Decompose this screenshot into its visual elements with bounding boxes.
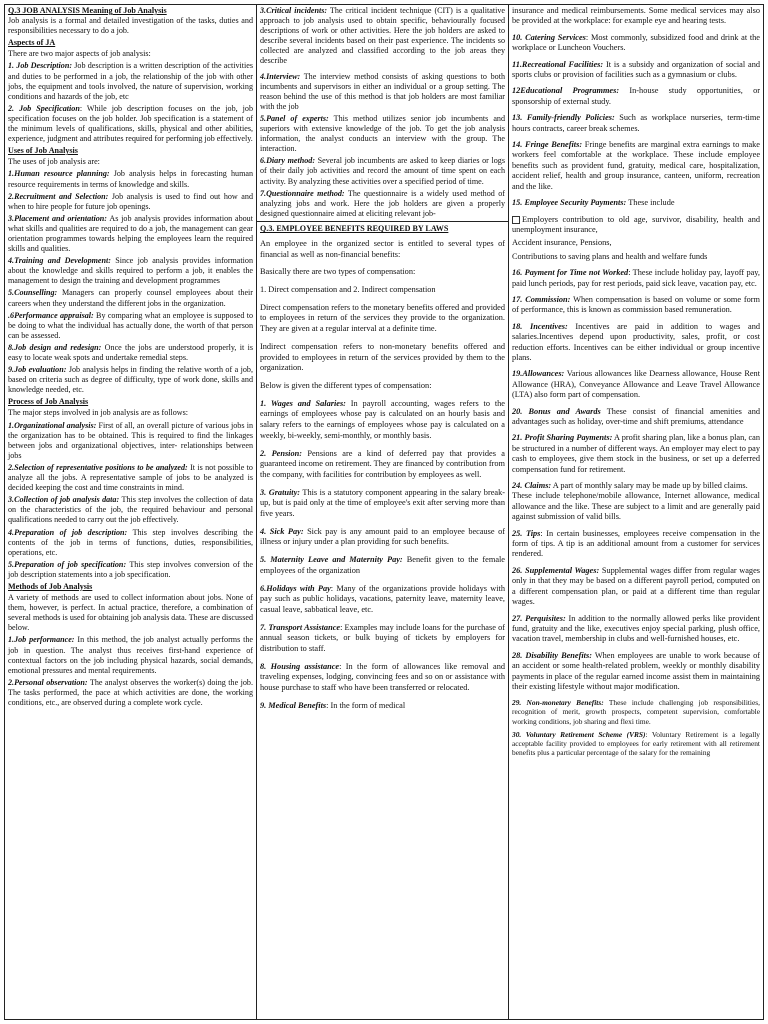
item-selection-positions: 2.Selection of representative positions to be analyzed: It is not possible to analyze all the jobs. A representative sample of jobs to be analyzed is decided keeping the cost and time constraints in mind. xyxy=(8,462,253,493)
document-sheet xyxy=(4,4,764,1020)
item-job-evaluation: 9.Job evaluation: Job analysis helps in finding the relative worth of a job, based on criteria such as degree of difficulty, type of work done, skills and knowledge needed, etc. xyxy=(8,365,253,395)
item-perquisites: 27. Perquisites: In addition to the normally allowed perks like provident fund, gratuity and the like, executives enjoy special parking, plush office, vacation travel, membership in clubs and well-furnished houses, etc. xyxy=(512,613,760,644)
item-allowances: 19.Allowances: Various allowances like Dearness allowance, House Rent Allowance (HRA), Conveyance Allowance and Leave Travel Allowance (LTA) also form part of compensation. xyxy=(512,369,760,400)
item-security-payments: 15. Employee Security Payments: These include xyxy=(512,198,675,208)
item-job-description: 1. Job Description: Job description is a written description of the activities and duties to be performed in a job, the relationship of the job with other jobs, the equipment and tools involved, the nature of supervision, working conditions and hazards of the job, etc xyxy=(8,61,253,101)
column-right xyxy=(509,5,763,1019)
item-tips: 25. Tips: In certain businesses, employees receive compensation in the form of tips. A tip is an additional amount from a customer for services rendered. xyxy=(512,528,760,559)
paragraph-aspects-intro: There are two major aspects of job analysis: xyxy=(8,49,151,59)
paragraph-below: Below is given the different types of compensation: xyxy=(260,381,432,390)
item-transport: 7. Transport Assistance: Examples may include loans for the purchase of annual season tickets, or bulk buying of tickets by employers for distribution to staff. xyxy=(260,622,505,654)
item-claims-more: These include telephone/mobile allowance, Internet allowance, medical allowance and the like. These are subject to a limit and are generally paid against submission of valid bills. xyxy=(512,491,760,522)
item-prep-specification: 5.Preparation of job specification: This step involves conversion of the job description statements into a job specification. xyxy=(8,559,253,579)
item-collection-data: 3.Collection of job analysis data: This step involves the collection of data on the characteristics of the job, the required behaviour and personal qualifications needed to carry out the job effectively. xyxy=(8,495,253,525)
item-maternity: 5. Maternity Leave and Maternity Pay: Benefit given to the female employees of the organization xyxy=(260,555,505,575)
item-sick-pay: 4. Sick Pay: Sick pay is any amount paid to an employee because of illness or injury under a plan providing for such benefits. xyxy=(260,526,505,547)
item-time-not-worked: 16. Payment for Time not Worked: These include holiday pay, layoff pay, paid lunch periods, pay for rest periods, paid sick leave, vacation pay, etc. xyxy=(512,268,760,288)
paragraph-intro: Job analysis is a formal and detailed investigation of the tasks, duties and responsibilities necessary to do a job. xyxy=(8,16,253,36)
item-org-analysis: 1.Organizational analysis: First of all, an overall picture of various jobs in the organization has to be obtained. This is required to find the linkages between jobs and organizational objectives, inter- relationships between jobs xyxy=(8,420,254,460)
item-medical-continued: insurance and medical reimbursements. Some medical services may also be provided at the workplace: for example eye and hearing tests. xyxy=(512,6,760,26)
item-claims: 24. Claims: A part of monthly salary may be made up by billed claims. xyxy=(512,481,748,491)
benefits-small-print xyxy=(512,698,760,757)
section-title-job-analysis: Q.3 JOB ANALYSIS Meaning of Job Analysis xyxy=(8,6,167,15)
paragraph-indirect: Indirect compensation refers to non-monetary benefits offered and provided to employees in return of the services provided by them to the organization. xyxy=(260,341,505,373)
item-commission: 17. Commission: When compensation is based on volume or some form of performance, this is known as commission based remuneration. xyxy=(512,294,760,315)
bullet-employers-contribution: Employers contribution to old age, survivor, disability, health and unemployment insurance, xyxy=(512,214,760,234)
paragraph-uses-intro: The uses of job analysis are: xyxy=(8,157,100,167)
item-personal-observation: 2.Personal observation: The analyst observes the worker(s) doing the job. The tasks performed, the pace at which activities are done, the working conditions, etc., are observed during a complete work cycle. xyxy=(8,677,253,707)
item-wages: 1. Wages and Salaries: In payroll accounting, wages refers to the earnings of employees whose pay is calculated on an hourly basis and salary refers to the earnings of employees whose pay is calculated on a weekly, bi-weekly, semi-monthly, or monthly basis. xyxy=(260,398,505,440)
item-fringe: 14. Fringe Benefits: Fringe benefits are marginal extra earnings to make workers feel comfortable at the workplace. These include employee benefits such as provident fund, gratuity, medical care, hospitalization, accident relief, health and group insurance, canteen, uniform, recreation and the like. xyxy=(512,140,760,191)
heading-methods: Methods of Job Analysis xyxy=(8,581,93,591)
item-job-design: 8.Job design and redesign: Once the jobs are understood properly, it is easy to locate weak spots and undertake remedial steps. xyxy=(8,342,253,362)
item-catering: 10. Catering Services: Most commonly, subsidized food and drink at the workplace or Luncheon Vouchers. xyxy=(512,32,760,53)
item-placement: 3.Placement and orientation: As job analysis provides information about what skills and qualities are required to do a job, the management can gear orientation programmes towards helping the employees learn the required skills and qualities. xyxy=(8,213,253,254)
bullet-accident-pensions: Accident insurance, Pensions, xyxy=(512,238,612,248)
item-incentives: 18. Incentives: Incentives are paid in addition to wages and salaries.Incentives depend upon productivity, sales, profit, or cost reduction efforts. Incentives can be either individual or group incentive plans. xyxy=(512,321,760,362)
item-recruitment: 2.Recruitment and Selection: Job analysis is used to find out how and when to hire people for future job openings. xyxy=(8,191,253,211)
bullet-box-icon xyxy=(512,216,520,224)
column-middle xyxy=(257,5,509,1019)
section-title-benefits: Q.3. EMPLOYEE BENEFITS REQUIRED BY LAWS xyxy=(260,223,449,233)
item-critical-incidents: 3.Critical incidents: The critical incident technique (CIT) is a qualitative approach to job analysis used to obtain specific, behaviourally focused descriptions of work or other activities. Here the job holders are asked to describe several incidents based on their past experience. The incidents so collected are analyzed and classified according to the job areas they describe xyxy=(260,6,505,66)
paragraph-process-intro: The major steps involved in job analysis are as follows: xyxy=(8,408,189,418)
item-job-performance: 1.Job performance: In this method, the job analyst actually performs the job in question. The analyst thus receives first-hand experience of contextual factors on the job including physical hazards, social demands, emotional pressures and mental requirements. xyxy=(8,635,254,675)
heading-uses: Uses of Job Analysis xyxy=(8,146,78,156)
item-diary-method: 6.Diary method: Several job incumbents are asked to keep diaries or logs of their daily job activities and record the amount of time spent on each activity. By analyzing these activities over a specified period of time. xyxy=(260,156,506,186)
item-holidays: 6.Holidays with Pay: Many of the organizations provide holidays with pay such as public holidays, vacations, paternity leave, maternity leave, casual leave, sabbatical leave, etc. xyxy=(260,583,505,614)
item-medical: 9. Medical Benefits: In the form of medical xyxy=(260,700,406,710)
bullet-saving-plans: Contributions to saving plans and health and welfare funds xyxy=(512,251,708,261)
item-supplemental-wages: 26. Supplemental Wages: Supplemental wages differ from regular wages only in that they may be based on a different payroll period, computed on a different compensation plan, or paid at a different time than regular wages. xyxy=(512,565,760,607)
item-performance-appraisal: .6Performance appraisal: By comparing what an employee is supposed to be doing to what the individual has actually done, the worth of that person can be assessed. xyxy=(8,310,253,340)
section-divider xyxy=(257,221,508,222)
item-recreational: 11.Recreational Facilities: It is a subsidy and organization of social and sports clubs or provision of facilities such as a gymnasium or clubs. xyxy=(512,59,760,80)
benefits-body xyxy=(260,239,505,712)
item-pension: 2. Pension: Pensions are a kind of deferred pay that provides a guaranteed income on retirement. They are financed by contribution from the company, with facilities for contribution by employees as well. xyxy=(260,448,505,479)
item-educational: 12Educational Programmes: In-house study opportunities, or sponsorship of external study. xyxy=(512,86,760,106)
heading-process: Process of Job Analysis xyxy=(8,397,89,407)
item-bonus-awards: 20. Bonus and Awards These consist of financial amenities and advantages such as holiday, over-time and shift premiums, attendance xyxy=(512,406,760,426)
item-gratuity: 3. Gratuity: This is a statutory component appearing in the salary break-up, but is paid only at the time of employee's exit after serving more than five years. xyxy=(260,487,505,519)
item-profit-sharing: 21. Profit Sharing Payments: A profit sharing plan, like a bonus plan, can be structured in a number of different ways. An employer may elect to pay cash to employees, give them stock in the business, or set up a deferred compensation fund for retirement. xyxy=(512,433,760,474)
benefits-continued xyxy=(512,6,760,692)
item-questionnaire: 7.Questionnaire method: The questionnaire is a widely used method of analyzing jobs and work. Here the job holders are given a properly designed questionnaire aimed at eliciting relevant job- xyxy=(260,188,505,218)
item-vrs: 30. Voluntary Retirement Scheme (VRS): Voluntary Retirement is a legally acceptable facility provided to employees for early retirement with all retirement benefits plus a particular percentage of the salary for the remaining xyxy=(512,729,761,757)
paragraph-types-list: 1. Direct compensation and 2. Indirect compensation xyxy=(260,285,436,295)
item-prep-description: 4.Preparation of job description: This step involves describing the contents of the job in terms of functions, duties, responsibilities, operations, etc. xyxy=(8,527,253,557)
column-left xyxy=(5,5,257,1019)
item-interview: 4.Interview: The interview method consists of asking questions to both incumbents and supervisors in either an individual or a group setting. The reason behind the use of this method is that job holders are most familiar with the job xyxy=(260,71,505,111)
item-family-friendly: 13. Family-friendly Policies: Such as workplace nurseries, term-time hours contracts, career break schemes. xyxy=(512,113,760,133)
heading-aspects: Aspects of JA xyxy=(8,38,56,48)
item-job-specification: 2. Job Specification: While job description focuses on the job, job specification focuses on the job holder. Job specification is a statement of the minimum levels of qualifications, skills, physical and other abilities, experience, judgment and attributes required for performing job effectively. xyxy=(8,103,253,144)
item-non-monetary: 29. Non-monetary Benefits: These include challenging job responsibilities, recognition of merit, growth prospects, competent supervision, comfortable working conditions, job sharing and flexi time. xyxy=(512,698,760,726)
paragraph-direct: Direct compensation refers to the monetary benefits offered and provided to employees in return of the services they provide to the organization. They are given at a regular interval at a definite time. xyxy=(260,302,505,334)
paragraph-types: Basically there are two types of compensation: xyxy=(260,267,416,277)
paragraph-methods-intro: A variety of methods are used to collect information about jobs. None of them, however, is perfect. In actual practice, therefore, a combination of several methods is used for obtaining job analysis data. These are discussed below. xyxy=(8,593,253,633)
item-counselling: 5.Counselling: Managers can properly counsel employees about their careers when they understand the different jobs in the organization. xyxy=(8,288,253,308)
item-panel-experts: 5.Panel of experts: This method utilizes senior job incumbents and superiors with extensive knowledge of the job. To get the job analysis information, the analyst conducts an interview with the group. The interaction. xyxy=(260,113,506,154)
item-housing: 8. Housing assistance: In the form of allowances like removal and traveling expenses, lodging, convincing fees and so on or assistance with house purchase to staff who have been transferred or relocated. xyxy=(260,661,505,693)
paragraph-benefits-intro: An employee in the organized sector is entitled to several types of financial as well as non-financial benefits: xyxy=(260,238,505,259)
item-disability: 28. Disability Benefits: When employees are unable to work because of an accident or some health-related problem, weekly or monthly disability payments in place of the regular earned income assist them in maintaining their existing lifestyle without major modification. xyxy=(512,650,760,691)
item-hr-planning: 1.Human resource planning: Job analysis helps in forecasting human resource requirements in terms of knowledge and skills. xyxy=(8,169,253,189)
item-training: 4.Training and Development: Since job analysis provides information about the knowledge and skills required to perform a job, it enables the management to design the training and development programmes xyxy=(8,256,253,286)
